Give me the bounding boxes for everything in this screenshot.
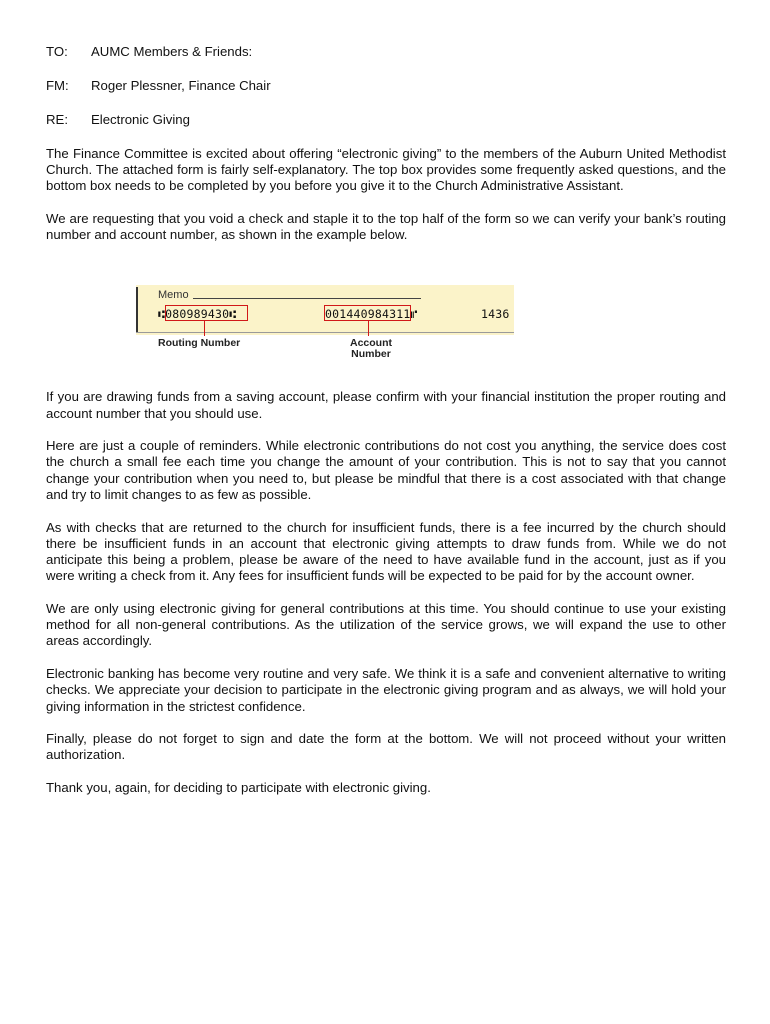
memo-subject-value: Electronic Giving bbox=[91, 111, 190, 127]
micr-check-number: 1436 bbox=[481, 307, 510, 322]
check-example-figure bbox=[136, 285, 514, 363]
check-memo-line bbox=[193, 298, 421, 299]
check-edge-rule bbox=[136, 287, 138, 333]
memo-document bbox=[46, 44, 726, 796]
safety-paragraph: Electronic banking has become very routine and very safe. We think it is a safe and convenient alternative to writing checks. We appreciate your decision to participate in the electronic giving program and as always, we will hold your giving information in the strictest confidence. bbox=[46, 665, 726, 714]
memo-subject-line bbox=[46, 112, 726, 128]
memo-subject-label: RE: bbox=[46, 111, 68, 127]
sign-and-date-paragraph: Finally, please do not forget to sign and date the form at the bottom. We will not proceed without your written authorization. bbox=[46, 731, 726, 763]
memo-to-label: TO: bbox=[46, 44, 68, 59]
micr-account-number: 001440984311⑈ bbox=[325, 307, 418, 322]
check-request-paragraph: We are requesting that you void a check and staple it to the top half of the form so we can verify your bank’s routing number and account number, as shown in the example below. bbox=[46, 210, 726, 243]
memo-to-value: AUMC Members & Friends: bbox=[91, 44, 253, 59]
insufficient-funds-paragraph: As with checks that are returned to the church for insufficient funds, there is a fee incurred by the church should there be insufficient funds in an account that electronic giving attempts to draw funds from. While we do not anticipate this being a problem, please be aware of the need to have available fund in the account, just as if you were writing a check from it. Any fees for insufficient funds will be expected to be paid for by the account owner. bbox=[46, 519, 726, 584]
memo-from-label: FM: bbox=[46, 77, 69, 93]
reminders-paragraph: Here are just a couple of reminders. While electronic contributions do not cost you anything, the service does cost the church a small fee each time you change the amount of your contribution. This is not to say that you cannot change your contribution when you need to, but please be mindful that there is a cost associated with that change and try to limit changes to as few as possible. bbox=[46, 438, 726, 503]
account-highlight-box bbox=[324, 305, 411, 321]
memo-from-value: Roger Plessner, Finance Chair bbox=[91, 77, 271, 93]
micr-routing-number: ⑆080989430⑆ bbox=[158, 307, 237, 322]
intro-paragraph: The Finance Committee is excited about offering “electronic giving” to the members of the Auburn United Methodist Church. The attached form is fairly self-explanatory. The top box provides some frequently asked questions, and the bottom box needs to be completed by you before you give it to the Church Administrative Assistant. bbox=[46, 145, 726, 194]
account-pointer-line bbox=[368, 321, 369, 336]
routing-number-caption: Routing Number bbox=[158, 337, 241, 350]
general-contributions-paragraph: We are only using electronic giving for general contributions at this time. You should continue to use your existing method for all non-general contributions. As the utilization of the service grows, we will expand the use to other areas accordingly. bbox=[46, 600, 726, 649]
memo-from-line bbox=[46, 78, 726, 94]
routing-highlight-box bbox=[165, 305, 248, 321]
thank-you-paragraph: Thank you, again, for deciding to participate with electronic giving. bbox=[46, 779, 431, 795]
account-caption-line1: Account bbox=[350, 337, 392, 350]
routing-pointer-line bbox=[204, 321, 205, 336]
check-bottom-rule bbox=[136, 332, 514, 333]
account-number-caption bbox=[336, 338, 406, 360]
account-caption-line2: Number bbox=[351, 348, 391, 361]
savings-account-paragraph: If you are drawing funds from a saving account, please confirm with your financial institution the proper routing and account number that you should use. bbox=[46, 389, 726, 421]
memo-to-line bbox=[46, 44, 726, 60]
check-memo-label: Memo bbox=[158, 289, 189, 302]
